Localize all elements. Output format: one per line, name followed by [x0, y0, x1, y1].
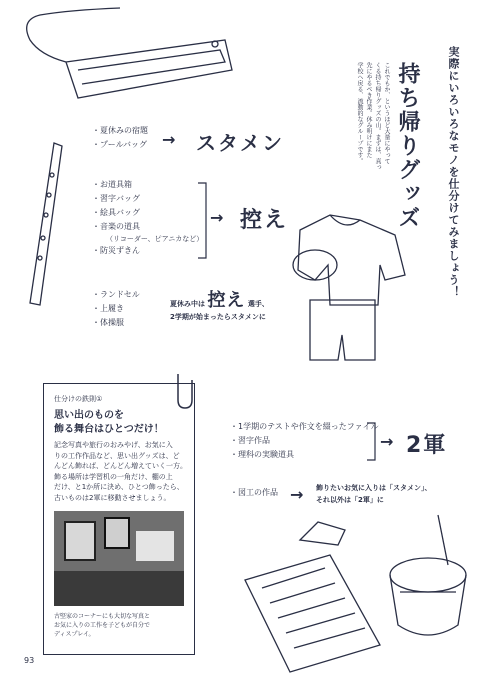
- list-item: ・ ランドセル: [92, 288, 140, 302]
- list-item: ・ 音楽の道具: [92, 220, 203, 234]
- memo-body-line: 飾る場所は学習机の一角だけ、棚の上: [54, 472, 173, 481]
- craft-note: [316, 482, 432, 506]
- intro-line-4: 学校へ戻る、流動的なグループです。: [356, 62, 363, 164]
- intro-line-3: 先にやるべき作業。休み明けにまた: [365, 62, 372, 158]
- list-item: ・ 1学期のテストや作文を綴ったファイル: [230, 420, 379, 434]
- mid-note-suffix: 選手、: [247, 300, 269, 308]
- list-item: ・ お道具箱: [92, 178, 203, 192]
- series-title: 実際にいろいろなモノを仕分けてみましょう！: [447, 46, 460, 298]
- memo-kicker: 仕分けの鉄則①: [54, 395, 103, 403]
- list-item: ・ 理科の実験道具: [230, 448, 379, 462]
- intro-line-2: くる持ち帰りグッズの山。まずは、真っ: [374, 62, 381, 170]
- list-item: ・ プールバッグ: [92, 138, 148, 152]
- craft-note-1: 飾りたいお気に入りは「スタメン」、: [316, 484, 432, 492]
- memo-title-1: 思い出のものを: [54, 410, 124, 421]
- reserve-arrow: →: [210, 208, 224, 227]
- memo-body-line: だけ、と1か所に決め、ひとつ飾ったら、: [54, 483, 184, 491]
- craft-arrow: →: [290, 485, 304, 504]
- list-item: ・ 体操服: [92, 316, 140, 330]
- reserve-sub-note: （リコーダー、ピアニカなど）: [106, 235, 204, 243]
- list-item: ・ 夏休みの宿題: [92, 124, 148, 138]
- second-arrow: →: [380, 432, 394, 451]
- starter-label: スタメン: [196, 131, 284, 155]
- memo-body-line: 古いものは2軍に移動させましょう。: [54, 493, 171, 502]
- caption-line: 古堅家のコーナーにも大切な写真と: [54, 613, 151, 620]
- craft-item: [230, 486, 278, 500]
- list-item: ・ 習字バッグ: [92, 192, 203, 206]
- reserve-label: 控え: [240, 208, 289, 233]
- intro-line-1: これでもか、というほど大量にやって: [383, 62, 390, 164]
- list-item: ・ 習字作品: [230, 434, 379, 448]
- list-item: ・ 上履き: [92, 302, 140, 316]
- caption-line: お気に入りの工作を子どもが自分で: [54, 622, 151, 629]
- second-list: [230, 420, 379, 462]
- memo-body-line: んどん飾れば、どんどん増えていく一方。: [54, 462, 187, 470]
- memo-body-line: 記念写真や旅行のおみやげ、お気に入: [54, 441, 173, 449]
- memo-title-2: 飾る舞台はひとつだけ！: [54, 424, 164, 435]
- mid-note-line2: 2学期が始まったらスタメンに: [170, 313, 266, 321]
- memo-body-line: りの工作作品など、思い出グッズは、ど: [54, 451, 180, 460]
- mid-note-prefix: 夏休み中は: [170, 300, 205, 308]
- page-heading: 持ち帰りグッズ: [395, 62, 420, 230]
- caption-line: ディスプレイ。: [54, 631, 95, 638]
- starter-arrow: →: [162, 130, 176, 149]
- mid-note-big: 控え: [207, 290, 246, 311]
- list-item: ・ 防災ずきん: [92, 244, 203, 258]
- list-item: ・ 図工の作品: [230, 486, 278, 500]
- page-number: 93: [24, 656, 35, 665]
- second-label: 2軍: [406, 433, 448, 458]
- list-item: ・ 絵具バッグ: [92, 206, 203, 220]
- craft-note-2: それ以外は「2軍」に: [316, 496, 384, 504]
